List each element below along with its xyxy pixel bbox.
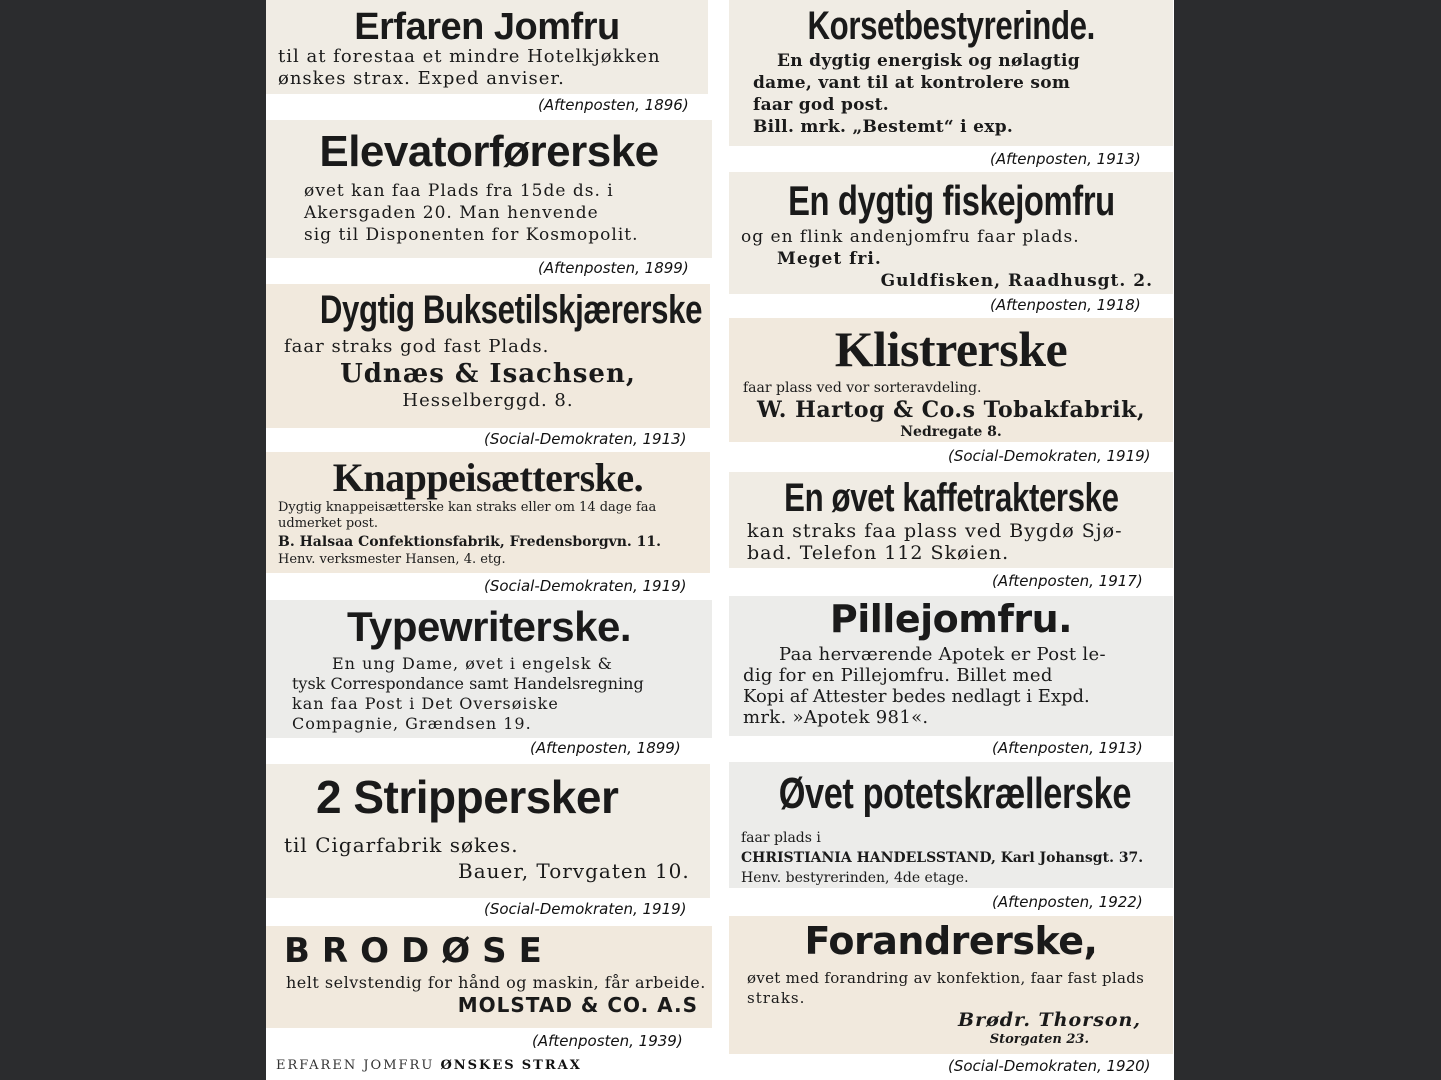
ad-line: faar plass ved vor sorteravdeling. bbox=[743, 380, 982, 396]
ad-caption: (Aftenposten, 1899) bbox=[538, 259, 689, 277]
ad-klistrerske bbox=[729, 318, 1173, 442]
ad-caption: (Aftenposten, 1918) bbox=[990, 296, 1141, 314]
ad-line: udmerket post. bbox=[278, 516, 379, 531]
ad-line: og en flink andenjomfru faar plads. bbox=[741, 227, 1080, 247]
ad-caption: (Aftenposten, 1913) bbox=[990, 150, 1141, 168]
ad-title: BRODØSE bbox=[284, 931, 554, 971]
ad-line: Meget fri. bbox=[777, 249, 882, 269]
ad-line: straks. bbox=[747, 989, 806, 1007]
ad-title: Klistrerske bbox=[834, 321, 1068, 377]
ad-title: Dygtig Buksetilskjærerske bbox=[319, 288, 703, 332]
footer-caption: ERFAREN JOMFRU ØNSKES STRAX bbox=[276, 1058, 582, 1073]
ad-kaffetrakterske bbox=[729, 472, 1173, 568]
ad-elevatorforerske bbox=[266, 120, 712, 258]
ad-brodose bbox=[266, 926, 712, 1028]
ad-line: En ung Dame, øvet i engelsk & bbox=[332, 654, 613, 673]
ad-caption: (Social-Demokraten, 1919) bbox=[484, 900, 687, 918]
ad-caption: (Social-Demokraten, 1920) bbox=[948, 1057, 1151, 1075]
ad-line: faar straks god fast Plads. bbox=[284, 336, 550, 357]
ad-line: Bill. mrk. „Bestemt“ i exp. bbox=[753, 117, 1014, 137]
ad-line: B. Halsaa Confektionsfabrik, Fredensborgvn. 11. bbox=[278, 534, 662, 550]
ad-title: Typewriterske. bbox=[346, 603, 632, 650]
ad-line: mrk. »Apotek 981«. bbox=[743, 707, 929, 728]
ad-title: En dygtig fiskejomfru bbox=[787, 177, 1115, 224]
ad-title: Erfaren Jomfru bbox=[354, 6, 620, 48]
ad-line: øvet med forandring av konfektion, faar fast plads bbox=[747, 969, 1145, 987]
ad-potetskraellerske bbox=[729, 762, 1173, 888]
ad-line: Hesselberggd. 8. bbox=[402, 390, 574, 411]
ad-line: Udnæs & Isachsen, bbox=[340, 359, 636, 389]
ad-line: CHRISTIANIA HANDELSSTAND, Karl Johansgt. 37. bbox=[741, 850, 1144, 866]
ad-erfaren-jomfru bbox=[266, 0, 708, 94]
ad-pillejomfru bbox=[729, 596, 1173, 736]
ad-line: Akersgaden 20. Man henvende bbox=[304, 203, 599, 223]
ad-line: ønskes strax. Exped anviser. bbox=[278, 68, 565, 89]
ad-line: Dygtig knappeisætterske kan straks eller om 14 dage faa bbox=[278, 500, 657, 515]
ad-title: Øvet potetskrællerske bbox=[778, 769, 1132, 818]
ad-korsetbestyrerinde bbox=[729, 0, 1173, 146]
ad-line: helt selvstendig for hånd og maskin, får arbeide. bbox=[286, 973, 706, 992]
ad-caption: (Social-Demokraten, 1919) bbox=[484, 577, 687, 595]
ad-title: Elevatorførerske bbox=[319, 127, 659, 176]
ad-line: kan faa Post i Det Oversøiske bbox=[292, 694, 559, 713]
ad-line: til at forestaa et mindre Hotelkjøkken bbox=[278, 46, 661, 67]
ad-line: En dygtig energisk og nølagtig bbox=[777, 51, 1080, 71]
ad-forandrerske bbox=[729, 916, 1173, 1054]
ad-title: Forandrerske, bbox=[804, 919, 1098, 963]
ad-title: Knappeisætterske. bbox=[332, 455, 644, 500]
ad-typewriterske bbox=[266, 600, 712, 738]
ad-knappeisaetterske bbox=[266, 452, 710, 573]
ad-caption: (Social-Demokraten, 1913) bbox=[484, 430, 687, 448]
ad-line: Henv. verksmester Hansen, 4. etg. bbox=[278, 552, 506, 567]
ad-title: 2 Strippersker bbox=[316, 771, 619, 823]
ad-line: sig til Disponenten for Kosmopolit. bbox=[304, 225, 639, 245]
ad-line: bad. Telefon 112 Skøien. bbox=[747, 542, 1010, 564]
ad-line: Henv. bestyrerinden, 4de etage. bbox=[741, 870, 969, 886]
ad-caption: (Aftenposten, 1917) bbox=[992, 572, 1143, 590]
ad-line: Kopi af Attester bedes nedlagt i Expd. bbox=[743, 686, 1090, 707]
ad-line: MOLSTAD & CO. A.S bbox=[457, 993, 698, 1017]
ad-line: Nedregate 8. bbox=[900, 424, 1002, 440]
ad-line: Bauer, Torvgaten 10. bbox=[458, 859, 690, 883]
ad-line: faar god post. bbox=[753, 95, 890, 115]
ad-caption: (Aftenposten, 1939) bbox=[532, 1032, 683, 1050]
ad-fiskejomfru bbox=[729, 172, 1173, 294]
ad-caption: (Aftenposten, 1896) bbox=[538, 96, 689, 114]
ad-title: Korsetbestyrerinde. bbox=[807, 4, 1095, 48]
ad-caption: (Aftenposten, 1913) bbox=[992, 739, 1143, 757]
ad-line: øvet kan faa Plads fra 15de ds. i bbox=[304, 181, 614, 201]
ad-line: dame, vant til at kontrolere som bbox=[753, 73, 1071, 93]
ad-line: Storgaten 23. bbox=[989, 1032, 1089, 1047]
ad-line: Guldfisken, Raadhusgt. 2. bbox=[880, 271, 1153, 291]
ad-line: Brødr. Thorson, bbox=[958, 1009, 1141, 1031]
ad-caption: (Social-Demokraten, 1919) bbox=[948, 447, 1151, 465]
ad-title: Pillejomfru. bbox=[829, 597, 1073, 641]
ad-caption: (Aftenposten, 1922) bbox=[992, 893, 1143, 911]
ad-line: kan straks faa plass ved Bygdø Sjø- bbox=[747, 520, 1123, 542]
ad-title: En øvet kaffetrakterske bbox=[783, 476, 1119, 520]
ad-caption: (Aftenposten, 1899) bbox=[530, 739, 681, 757]
ad-strippersker bbox=[266, 764, 710, 898]
ad-line: W. Hartog & Co.s Tobakfabrik, bbox=[757, 397, 1145, 423]
ad-line: Paa herværende Apotek er Post le- bbox=[779, 644, 1106, 665]
ad-line: tysk Correspondance samt Handelsregning bbox=[292, 674, 644, 693]
ad-line: faar plads i bbox=[741, 830, 821, 846]
ad-line: til Cigarfabrik søkes. bbox=[284, 833, 519, 857]
ad-line: dig for en Pillejomfru. Billet med bbox=[743, 665, 1053, 686]
ad-buksetilskjaererske bbox=[266, 284, 710, 428]
ad-line: Compagnie, Grændsen 19. bbox=[292, 714, 532, 733]
